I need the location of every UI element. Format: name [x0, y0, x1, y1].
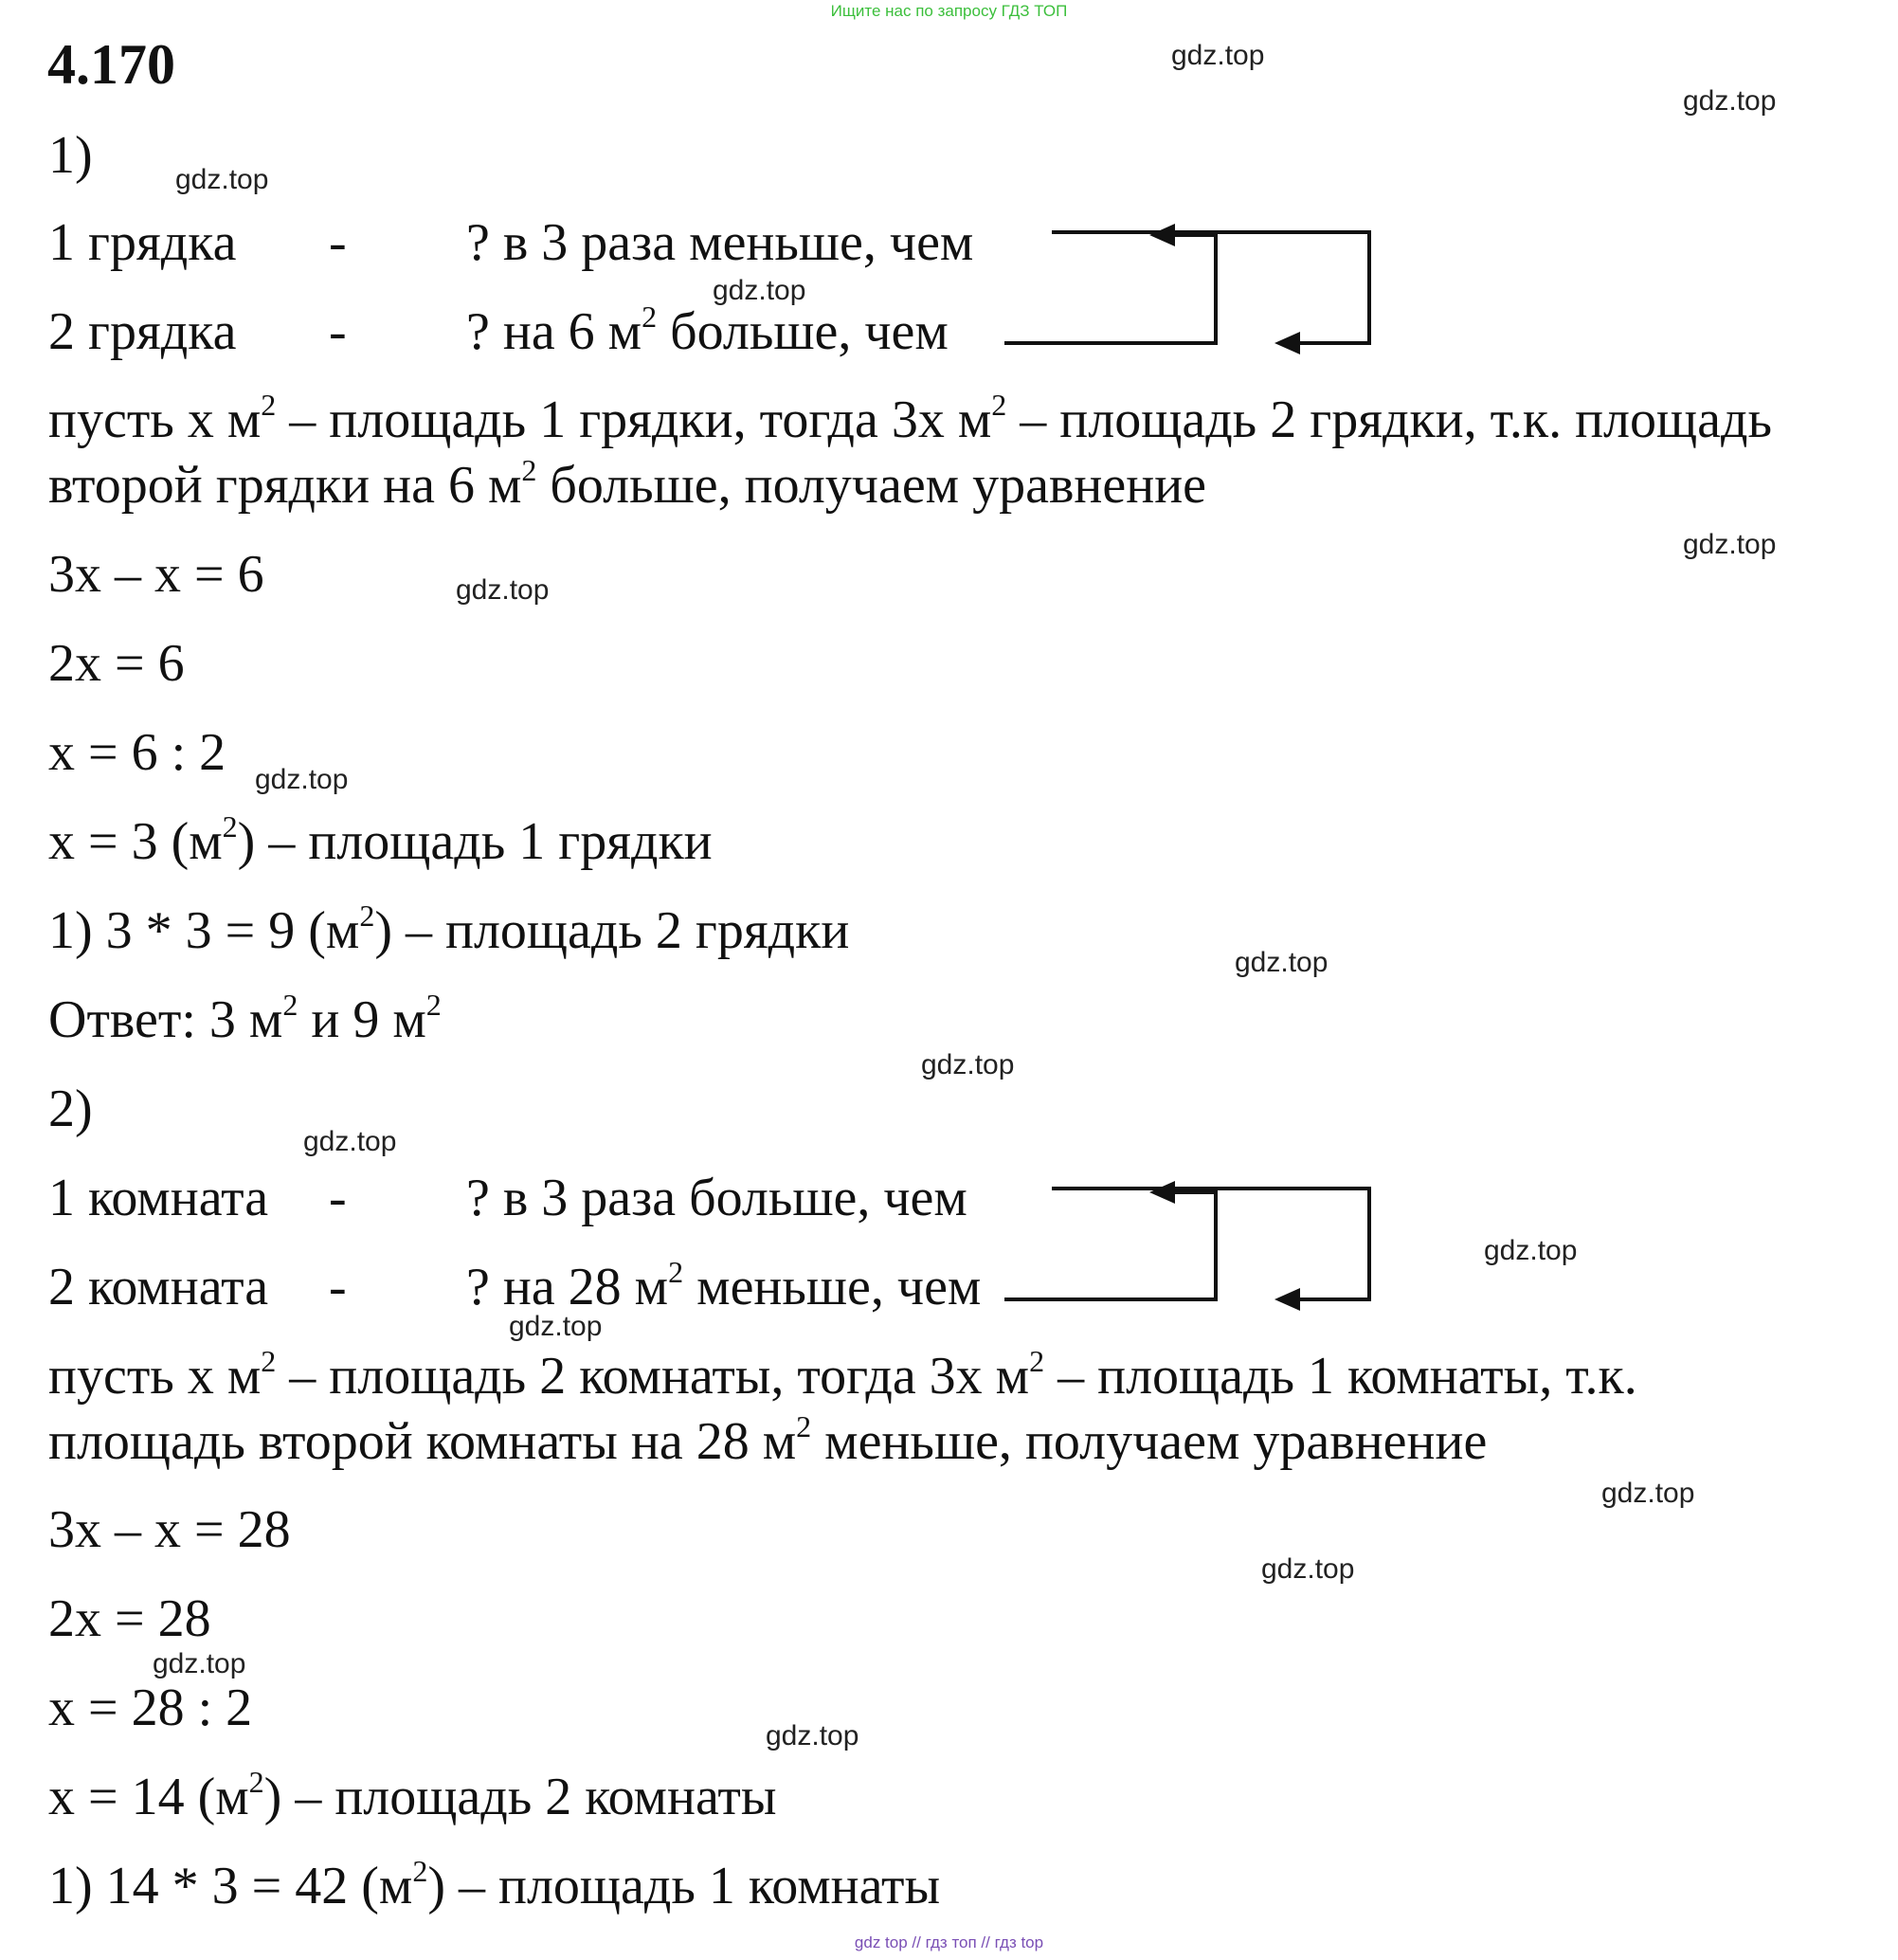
part1-arrows — [1004, 232, 1369, 343]
part1-arrow-left-loop — [1004, 235, 1216, 343]
part1-row2-name: 2 грядка — [48, 302, 237, 361]
watermark: gdz.top — [153, 1648, 246, 1679]
part1-arrowhead-upper — [1149, 224, 1175, 246]
part1-eq4: х = 3 $(м^2)$ – площадь 1 грядки — [48, 809, 713, 871]
part1-eq3: х = 6 : 2 — [48, 723, 226, 782]
footer-watermark: gdz top // гдз топ // гдз top — [854, 1933, 1044, 1951]
part2-arrow-left-loop — [1004, 1192, 1216, 1299]
part1-row1-desc: ? в 3 раза меньше, чем — [466, 213, 974, 272]
part2-arrowhead-lower — [1274, 1288, 1300, 1311]
watermark: gdz.top — [1235, 947, 1329, 978]
watermark: gdz.top — [509, 1311, 603, 1342]
watermark: gdz.top — [255, 764, 349, 795]
part2-row2-name: 2 комната — [48, 1258, 269, 1316]
part2-row1-name: 1 комната — [48, 1169, 269, 1227]
watermark: gdz.top — [1683, 529, 1777, 560]
part2-arrowhead-upper — [1149, 1181, 1175, 1204]
watermark: gdz.top — [1484, 1235, 1578, 1266]
part1-row2-desc: ? на 6 $м^2$ больше, чем — [466, 299, 949, 361]
part2-arrowheads — [1149, 1181, 1300, 1311]
part1-let-line1: пусть х $м^2$ – площадь 1 грядки, тогда 3х $м^2$ – площадь 2 грядки, т.к. площадь — [48, 388, 1773, 449]
part1-eq2: 2х = 6 — [48, 634, 185, 693]
part2-arrows — [1004, 1189, 1369, 1299]
part1-arrowhead-lower — [1274, 332, 1300, 354]
part1-let-line2: второй грядки на 6 $м^2$ больше, получаем уравнение — [48, 453, 1207, 515]
part2-eq2: 2х = 28 — [48, 1589, 211, 1648]
watermark: gdz.top — [1683, 85, 1777, 117]
part2-eq1: 3х – х = 28 — [48, 1500, 291, 1559]
part2-eq3: х = 28 : 2 — [48, 1679, 253, 1737]
problem-number: 4.170 — [47, 33, 175, 96]
part1-eq1: 3х – х = 6 — [48, 545, 264, 604]
watermark: gdz.top — [175, 164, 269, 195]
part1-arrowheads — [1149, 224, 1300, 354]
part2-row2-dash: - — [329, 1258, 347, 1316]
watermark: gdz.top — [303, 1126, 397, 1157]
part1-row2-dash: - — [329, 302, 347, 361]
watermark: gdz.top — [1261, 1553, 1355, 1585]
part2-eq4: х = 14 $(м^2)$ – площадь 2 комнаты — [48, 1765, 777, 1826]
part2-label: 2) — [48, 1080, 93, 1138]
watermark: gdz.top — [1171, 40, 1265, 71]
part2-let-line1: пусть х $м^2$ – площадь 2 комнаты, тогда 3х $м^2$ – площадь 1 комнаты, т.к. — [48, 1344, 1637, 1406]
part2-row1-desc: ? в 3 раза больше, чем — [466, 1169, 967, 1227]
watermark: gdz.top — [1601, 1478, 1695, 1509]
part1-label: 1) — [48, 126, 93, 185]
part1-answer: Ответ: 3 $м^2$ и 9 $м^2$ — [48, 988, 442, 1049]
part2-row1-dash: - — [329, 1169, 347, 1227]
watermark: gdz.top — [921, 1049, 1015, 1080]
part1-row1-dash: - — [329, 213, 347, 272]
search-banner: Ищите нас по запросу ГДЗ ТОП — [830, 2, 1068, 20]
watermark: gdz.top — [713, 275, 806, 306]
watermark: gdz.top — [766, 1720, 859, 1751]
part1-row1-name: 1 грядка — [48, 213, 237, 272]
part1-eq5: 1) 3 * 3 = 9 $(м^2)$ – площадь 2 грядки — [48, 898, 850, 960]
watermark: gdz.top — [456, 574, 550, 606]
part1-arrow-right-loop — [1052, 232, 1369, 343]
part2-let-line2: площадь второй комнаты на 28 $м^2$ меньше, получаем уравнение — [48, 1409, 1488, 1471]
part2-row2-desc: ? на 28 $м^2$ меньше, чем — [466, 1255, 982, 1316]
part2-arrow-right-loop — [1052, 1189, 1369, 1299]
part2-eq5: 1) 14 * 3 = 42 $(м^2)$ – площадь 1 комнаты — [48, 1854, 941, 1915]
